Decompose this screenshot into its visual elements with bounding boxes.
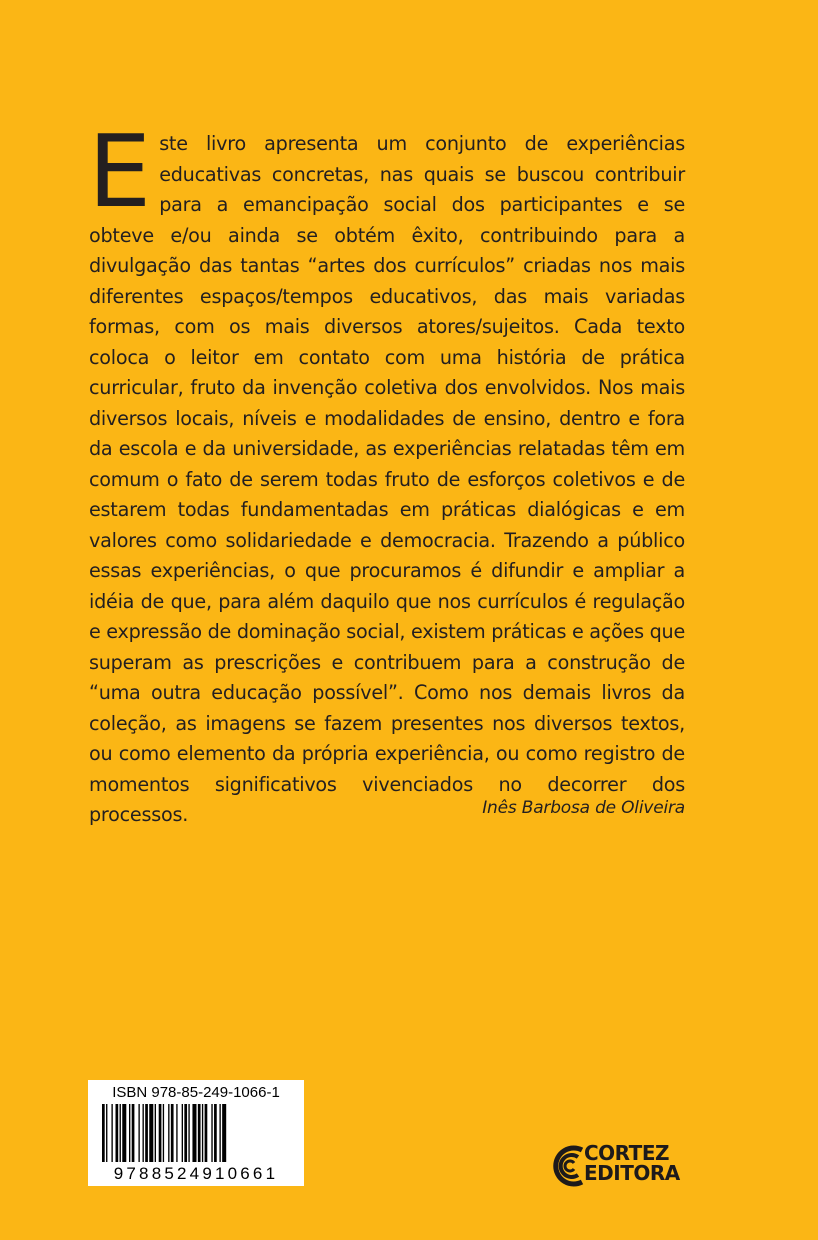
author-signature: Inês Barbosa de Oliveira (482, 798, 685, 818)
publisher-name (584, 1143, 680, 1183)
publisher-name-line1: CORTEZ (584, 1141, 669, 1165)
publisher-name-line2: EDITORA (584, 1161, 680, 1185)
barcode-icon (102, 1104, 292, 1162)
isbn-number: ISBN 978-85-249-1066-1 (112, 1084, 280, 1101)
isbn-barcode-label (88, 1080, 304, 1186)
drop-cap: E (88, 113, 152, 230)
back-cover-blurb (88, 113, 685, 831)
barcode-digits: 9788524910661 (113, 1164, 279, 1183)
publisher-logo (548, 1140, 688, 1192)
blurb-text: ste livro apresenta um conjunto de experiências educativas concretas, nas quais se buscou contribuir para a emancipação social dos participantes e se obteve e/ou ainda se obtém êxito, contribuindo para a divulgação das tantas “artes dos currículos” criadas nos mais diferentes espaços/tempos educativos, das mais variadas formas, com os mais diversos atores/sujeitos. Cada texto coloca o leitor em contato com uma história de prática curricular, fruto da invenção coletiva dos envolvidos. Nos mais diversos locais, níveis e modalidades de ensino, dentro e fora da escola e da universidade, as experiências relatadas têm em comum o fato de serem todas fruto de esforços coletivos e de estarem todas fundamentadas em práticas dialógicas e em valores como solidariedade e democracia. Trazendo a público essas experiências, o que procuramos é difundir e ampliar a idéia de que, para além daquilo que nos currículos é regulação e expressão de dominação social, existem práticas e ações que superam as prescrições e contribuem para a construção de “uma outra educação possível”. Como nos demais livros da coleção, as imagens se fazem presentes nos diversos textos, ou como elemento da própria experiência, ou como registro de momentos significativos vivenciados no decorrer dos processos. (89, 132, 685, 826)
cortez-swirl-icon (548, 1140, 588, 1192)
